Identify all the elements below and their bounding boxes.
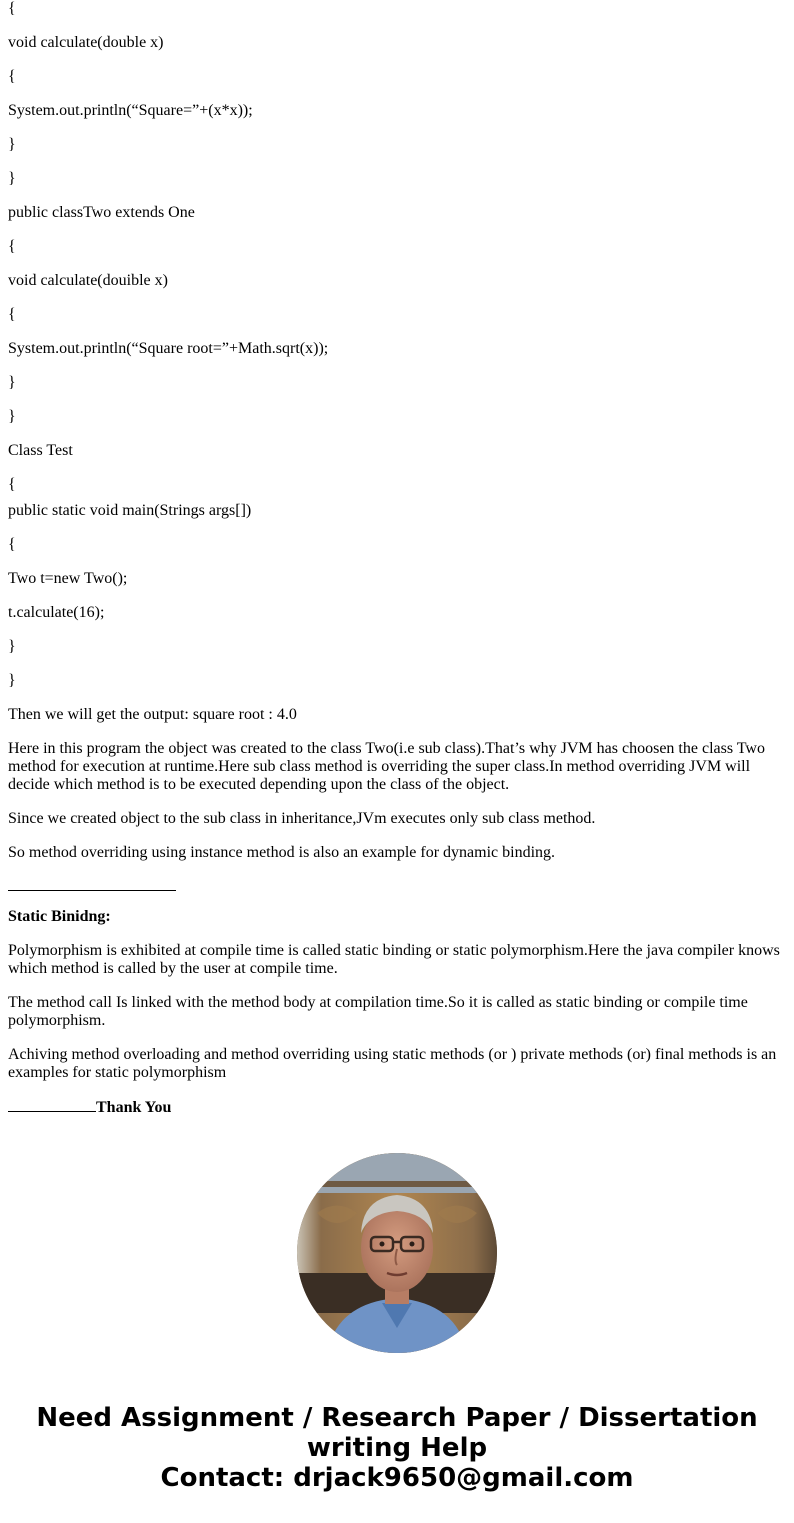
author-portrait-image [297,1153,497,1353]
static-binding-heading: Static Binidng: [8,908,111,925]
code-line: public static void main(Strings args[]) [8,502,252,519]
code-line: { [8,68,16,85]
code-line: { [8,0,16,17]
footer-banner [0,1403,794,1493]
code-line: } [8,136,16,153]
code-line: } [8,638,16,655]
code-line: System.out.println(“Square=”+(x*x)); [8,102,253,119]
code-line: { [8,306,16,323]
article-body [8,0,786,1133]
thanks-underline [8,1098,96,1112]
static-paragraph-2: The method call Is linked with the method body at compilation time.So it is called as static binding or compile time polymorphism. [8,994,748,1029]
section-divider [8,889,176,891]
output-paragraph: Then we will get the output: square root : 4.0 [8,706,297,723]
thanks-text: Thank You [96,1099,172,1116]
code-line: } [8,408,16,425]
inheritance-paragraph: Since we created object to the sub class in inheritance,JVm executes only sub class method. [8,810,596,827]
footer-line-1: Need Assignment / Research Paper / Dissertation [36,1403,758,1433]
code-line: Two t=new Two(); [8,570,128,587]
code-line: { [8,238,16,255]
footer-contact: Contact: drjack9650@gmail.com [160,1463,634,1493]
dynamic-binding-paragraph: So method overriding using instance method is also an example for dynamic binding. [8,844,556,861]
code-line: { [8,536,16,553]
code-line: } [8,672,16,689]
explanation-paragraph: Here in this program the object was created to the class Two(i.e sub class).That’s why JVM has choosen the class Two method for execution at runtime.Here sub class method is overriding the super class.In method overriding JVM will decide which method is to be executed depending upon the class of the object. [8,740,765,793]
code-line: void calculate(douible x) [8,272,168,289]
static-paragraph-3: Achiving method overloading and method overriding using static methods (or ) private methods (or) final methods is an examples for static polymorphism [8,1046,777,1081]
code-line: Class Test [8,442,73,459]
code-line: System.out.println(“Square root=”+Math.sqrt(x)); [8,340,329,357]
code-line: { [8,476,16,493]
footer-line-2: writing Help [306,1433,488,1463]
code-line: t.calculate(16); [8,604,105,621]
author-avatar [297,1153,497,1353]
code-line: } [8,374,16,391]
code-line: void calculate(double x) [8,34,164,51]
thanks-line [8,1098,786,1117]
static-paragraph-1: Polymorphism is exhibited at compile time is called static binding or static polymorphism.Here the java compiler knows which method is called by the user at compile time. [8,942,780,977]
code-line: } [8,170,16,187]
code-line: public classTwo extends One [8,204,195,221]
